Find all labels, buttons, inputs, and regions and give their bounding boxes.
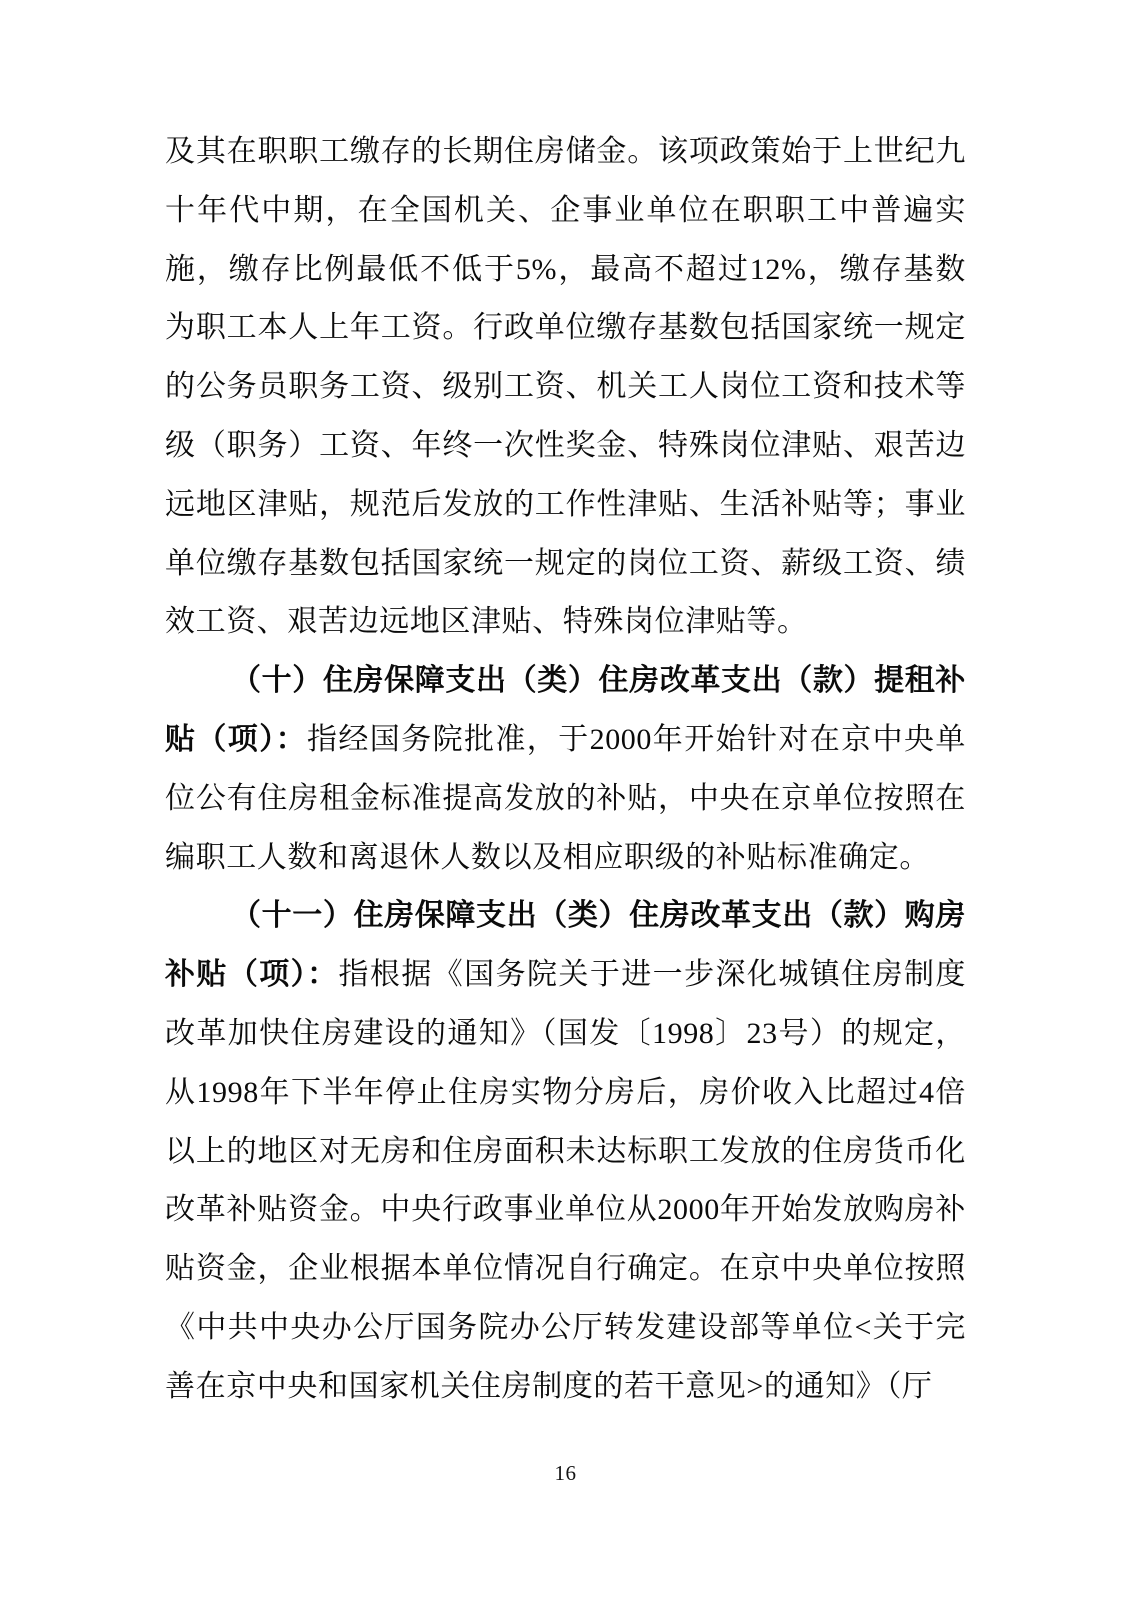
paragraph-item-11 bbox=[165, 887, 966, 1416]
item-10-heading: （十）住房保障支出（类）住房改革支出（款）提租补贴（项）： bbox=[165, 664, 966, 756]
paragraph-item-10 bbox=[165, 652, 966, 887]
item-11-heading: （十一）住房保障支出（类）住房改革支出（款）购房补贴（项）： bbox=[165, 899, 966, 992]
page-text-content bbox=[165, 123, 966, 1417]
paragraph-continuation-text: 及其在职职工缴存的长期住房储金。该项政策始于上世纪九十年代中期，在全国机关、企事业单位在职职工中普遍实施，缴存比例最低不低于5%，最高不超过12%，缴存基数为职工本人上年工资。行政单位缴存基数包括国家统一规定的公务员职务工资、级别工资、机关工人岗位工资和技术等级（职务）工资、年终一次性奖金、特殊岗位津贴、艰苦边远地区津贴，规范后发放的工作性津贴、生活补贴等；事业单位缴存基数包括国家统一规定的岗位工资、薪级工资、绩效工资、艰苦边远地区津贴、特殊岗位津贴等。 bbox=[165, 135, 966, 639]
item-10-body: 指经国务院批准，于2000年开始针对在京中央单位公有住房租金标准提高发放的补贴，中央在京单位按照在编职工人数和离退休人数以及相应职级的补贴标准确定。 bbox=[165, 722, 966, 874]
paragraph-continuation bbox=[165, 123, 966, 652]
page-number: 16 bbox=[554, 1461, 577, 1485]
item-11-body: 指根据《国务院关于进一步深化城镇住房制度改革加快住房建设的通知》（国发〔1998〕23号）的规定，从1998年下半年停止住房实物分房后，房价收入比超过4倍以上的地区对无房和住房面积未达标职工发放的住房货币化改革补贴资金。中央行政事业单位从2000年开始发放购房补贴资金，企业根据本单位情况自行确定。在京中央单位按照《中共中央办公厅国务院办公厅转发建设部等单位<关于完善在京中央和国家机关住房制度的若干意见>的通知》（厅 bbox=[165, 958, 966, 1403]
